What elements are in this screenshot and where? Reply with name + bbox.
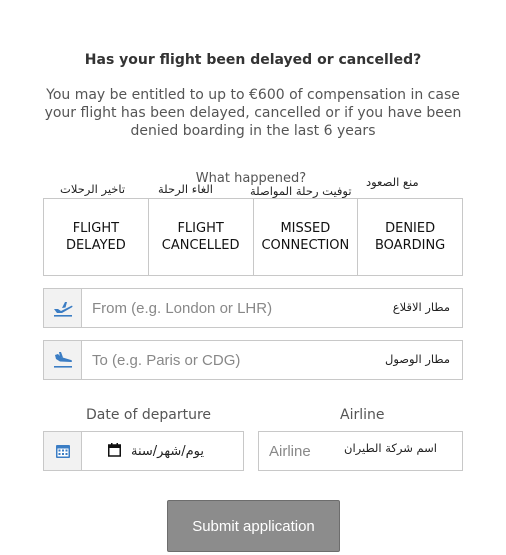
- date-value: يوم/شهر/سنة: [131, 443, 204, 459]
- option-missed-connection[interactable]: [254, 199, 359, 275]
- airline-field: [258, 431, 463, 471]
- calendar-picker-icon[interactable]: [108, 442, 121, 461]
- to-airport-field: [43, 340, 463, 380]
- form-subtitle: You may be entitled to up to €600 of compensation in case your flight has been delayed, cancelled or if you have been denied boarding in the last 6 years: [44, 87, 462, 139]
- submit-application-button[interactable]: Submit application: [167, 500, 340, 552]
- form-heading: Has your flight been delayed or cancelled?: [84, 52, 422, 68]
- what-happened-label: What happened?: [195, 171, 307, 186]
- arabic-label-delayed: تاخير الرحلات: [60, 182, 126, 196]
- date-of-departure-label: Date of departure: [86, 407, 212, 423]
- date-input[interactable]: [82, 432, 243, 470]
- option-label: FLIGHT DELAYED: [65, 221, 126, 253]
- option-label: FLIGHT CANCELLED: [161, 221, 240, 253]
- from-airport-field: [43, 288, 463, 328]
- arabic-label-denied: منع الصعود: [366, 175, 419, 189]
- option-denied-boarding[interactable]: [358, 199, 462, 275]
- arabic-label-cancelled: الغاء الرحلة: [158, 182, 213, 196]
- option-label: DENIED BOARDING: [374, 221, 446, 253]
- arabic-label-missed: توفيت رحلة المواصلة: [250, 184, 352, 198]
- disruption-type-options: [43, 198, 463, 276]
- option-label: MISSED CONNECTION: [261, 221, 350, 253]
- calendar-icon: [44, 432, 82, 470]
- option-flight-cancelled[interactable]: [149, 199, 254, 275]
- plane-landing-icon: [44, 341, 82, 379]
- arabic-to-label: مطار الوصول: [384, 352, 450, 366]
- arabic-from-label: مطار الاقلاع: [392, 300, 450, 314]
- option-flight-delayed[interactable]: [44, 199, 149, 275]
- airline-label: Airline: [340, 407, 385, 423]
- departure-date-field[interactable]: [43, 431, 244, 471]
- plane-takeoff-icon: [44, 289, 82, 327]
- arabic-airline-label: اسم شركة الطيران: [344, 441, 438, 455]
